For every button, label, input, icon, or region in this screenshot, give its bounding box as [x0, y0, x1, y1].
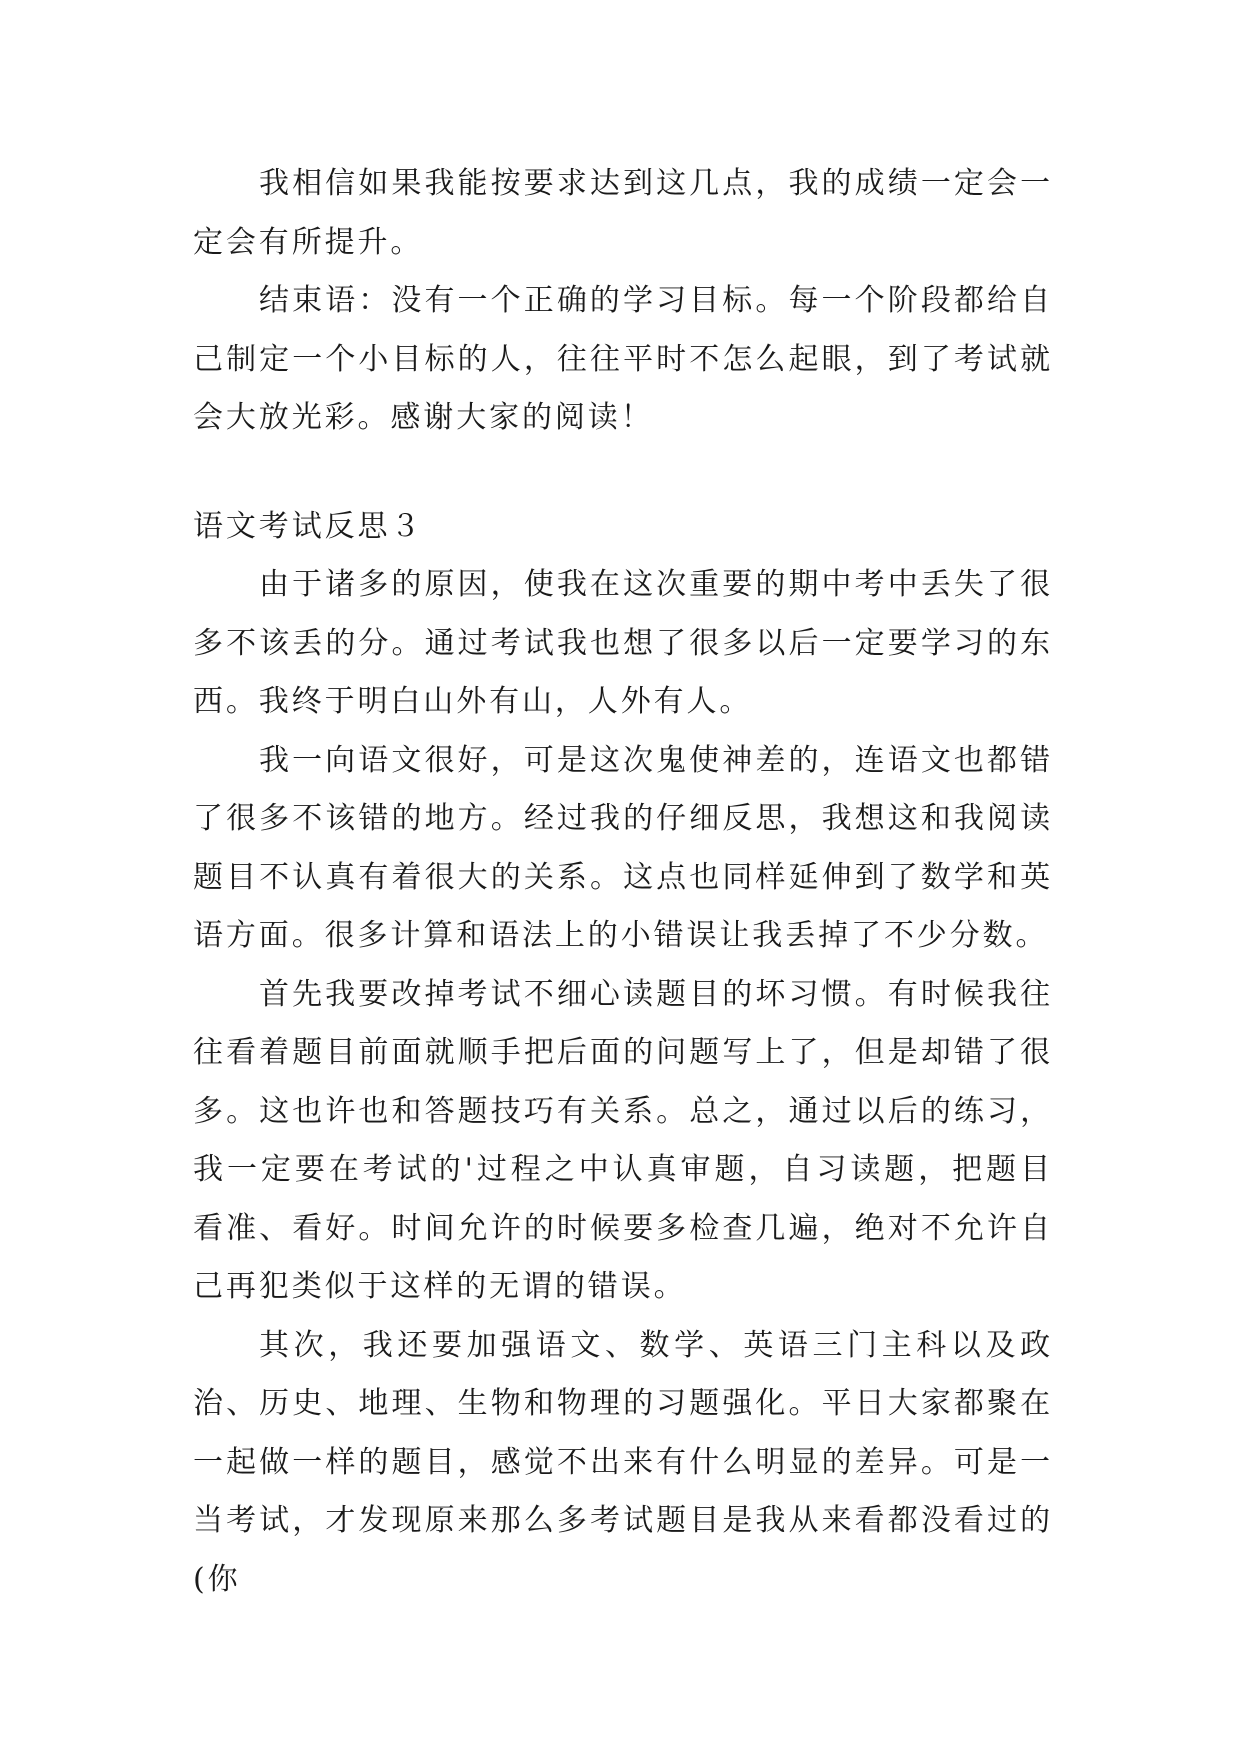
paragraph-conclusion: 我相信如果我能按要求达到这几点，我的成绩一定会一定会有所提升。 [193, 166, 1053, 260]
paragraph-second-point: 其次，我还要加强语文、数学、英语三门主科以及政治、历史、地理、生物和物理的习题强化。平日大家都聚在一起做一样的题目，感觉不出来有什么明显的差异。可是一当考试，才发现原来那么多考试题目是我从来看都没看过的(你 [193, 1327, 1053, 1597]
paragraph-intro: 由于诸多的原因，使我在这次重要的期中考中丢失了很多不该丢的分。通过考试我也想了很多以后一定要学习的东西。我终于明白山外有山，人外有人。 [193, 567, 1053, 719]
section-title: 语文考试反思３ [193, 508, 424, 544]
paragraph-closing-remarks: 结束语：没有一个正确的学习目标。每一个阶段都给自己制定一个小目标的人，往往平时不怎么起眼，到了考试就会大放光彩。感谢大家的阅读！ [193, 283, 1053, 435]
paragraph-chinese-subject: 我一向语文很好，可是这次鬼使神差的，连语文也都错了很多不该错的地方。经过我的仔细反思，我想这和我阅读题目不认真有着很大的关系。这点也同样延伸到了数学和英语方面。很多计算和语法上的小错误让我丢掉了不少分数。 [193, 742, 1053, 953]
paragraph-first-point: 首先我要改掉考试不细心读题目的坏习惯。有时候我往往看着题目前面就顺手把后面的问题写上了，但是却错了很多。这也许也和答题技巧有关系。总之，通过以后的练习，我一定要在考试的'过程之中认真审题，自习读题，把题目看准、看好。时间允许的时候要多检查几遍，绝对不允许自己再犯类似于这样的无谓的错误。 [193, 976, 1053, 1304]
document-page [193, 155, 1053, 1609]
